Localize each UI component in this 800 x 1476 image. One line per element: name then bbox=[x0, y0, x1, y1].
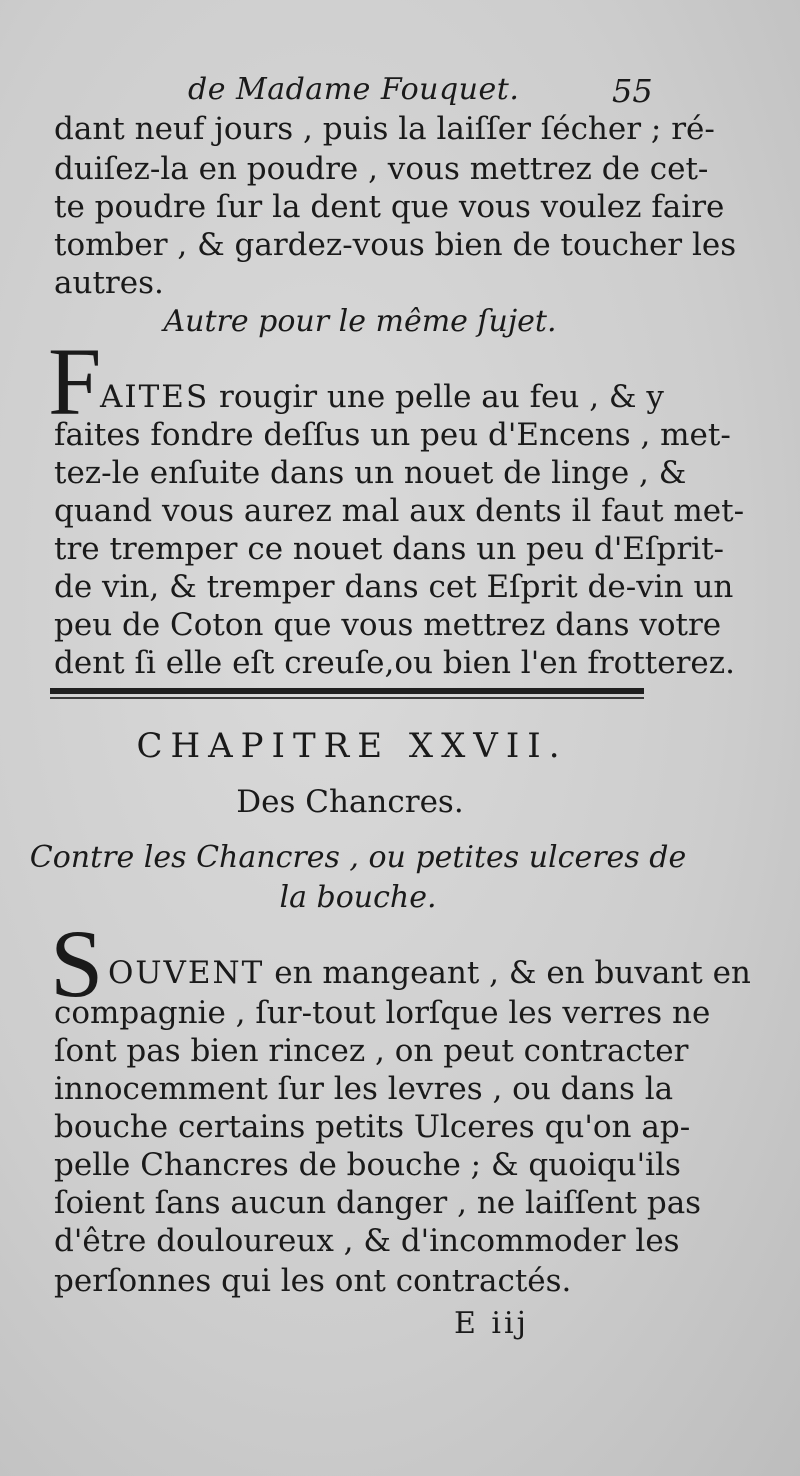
drop-cap: F bbox=[48, 328, 102, 435]
text-line: tomber , & gardez-vous bien de toucher les bbox=[54, 227, 737, 263]
text-line: dant neuf jours , puis la laiſſer ſécher ; ré- bbox=[54, 111, 715, 147]
text-line: duiſez-la en poudre , vous mettrez de cet- bbox=[54, 151, 709, 187]
running-title: de Madame Fouquet. bbox=[188, 72, 520, 107]
text-line: de vin, & tremper dans cet Eſprit de-vin un bbox=[54, 569, 734, 605]
line-rest: rougir une pelle au feu , & y bbox=[219, 379, 664, 415]
text-line: peu de Coton que vous mettrez dans votre bbox=[54, 607, 722, 643]
text-line: faites fondre deſſus un peu d'Encens , met- bbox=[54, 417, 731, 453]
drop-cap: S bbox=[50, 910, 104, 1017]
text-line: ſont pas bien rincez , on peut contracter bbox=[54, 1033, 689, 1069]
text-line: quand vous aurez mal aux dents il faut met- bbox=[54, 493, 745, 529]
page-number: 55 bbox=[612, 72, 653, 110]
small-caps-word: AITES bbox=[100, 379, 210, 415]
text-line: te poudre ſur la dent que vous voulez faire bbox=[54, 189, 725, 225]
text-line: tez-le enſuite dans un nouet de linge , & bbox=[54, 455, 687, 491]
text-line: ſoient ſans aucun danger , ne laiſſent pas bbox=[54, 1185, 702, 1221]
text-line: d'être douloureux , & d'incommoder les bbox=[54, 1223, 680, 1259]
text-line bbox=[100, 378, 662, 416]
small-caps-word: OUVENT bbox=[108, 955, 265, 991]
chapter-title: CHAPITRE XXVII. bbox=[136, 726, 568, 766]
text-line bbox=[108, 954, 751, 992]
text-line: perſonnes qui les ont contractés. bbox=[54, 1263, 572, 1299]
signature-mark: E iij bbox=[454, 1306, 529, 1341]
section-heading: Autre pour le même ſujet. bbox=[163, 304, 557, 339]
chapter-subtitle: Des Chancres. bbox=[236, 784, 464, 820]
text-line: innocemment ſur les levres , ou dans la bbox=[54, 1071, 674, 1107]
section-divider-thin bbox=[50, 697, 644, 699]
text-line: tre tremper ce nouet dans un peu d'Eſprit- bbox=[54, 531, 724, 567]
section-heading: la bouche. bbox=[279, 880, 437, 915]
text-line: compagnie , ſur-tout lorſque les verres ne bbox=[54, 995, 711, 1031]
line-rest: en mangeant , & en buvant en bbox=[274, 955, 751, 991]
text-line: dent ſi elle eſt creuſe,ou bien l'en frotterez. bbox=[54, 645, 735, 681]
section-divider bbox=[50, 688, 644, 694]
text-line: bouche certains petits Ulceres qu'on ap- bbox=[54, 1109, 691, 1145]
text-line: pelle Chancres de bouche ; & quoiqu'ils bbox=[54, 1147, 681, 1183]
text-line: autres. bbox=[54, 265, 164, 301]
section-heading: Contre les Chancres , ou petites ulceres de bbox=[29, 840, 687, 875]
